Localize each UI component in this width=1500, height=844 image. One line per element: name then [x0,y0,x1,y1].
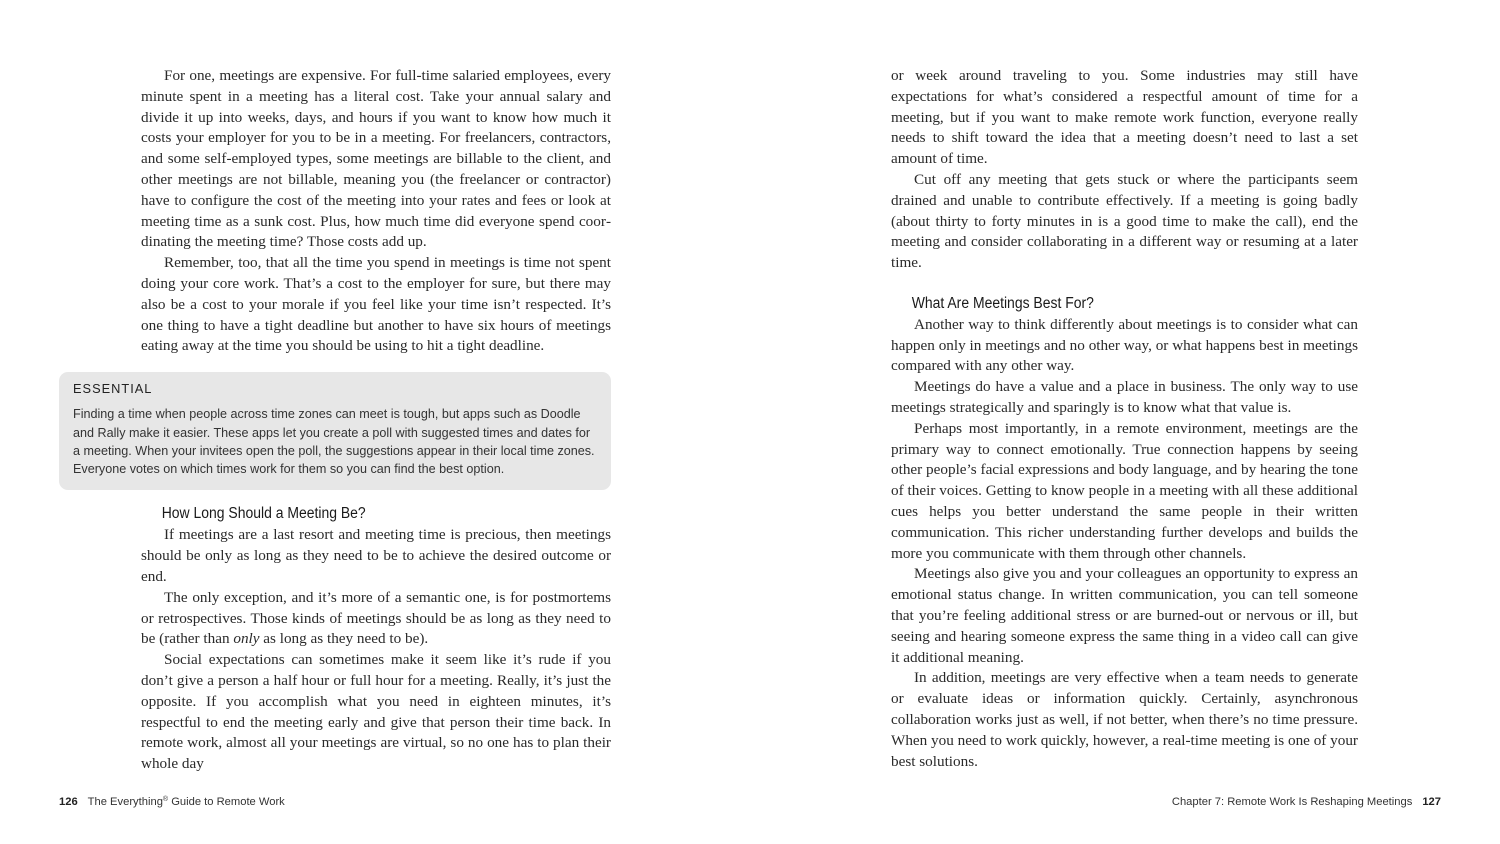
registered-mark: ® [162,796,169,803]
chapter-title: Chapter 7: Remote Work Is Reshaping Meetings [1171,796,1413,808]
paragraph: If meetings are a last resort and meeting time is precious, then meetings should be only as long as they need to be to achieve the desired outcome or end. [141,526,611,586]
page-number: 126 [59,796,78,808]
book-title-rest: Guide to Remote Work [168,796,285,808]
paragraph: Another way to think differently about meetings is to consider what can happen only in meetings and no other way, or what happens best in meetings compared with any other way. [891,315,1358,375]
paragraph: Perhaps most importantly, in a remote environment, meetings are the primary way to connect emotionally. True connection happens by seeing other people’s facial expressions and body language, and by hearing the tone of their voices. Getting to know people in a meeting with all these additional cues helps you better understand the same people in their written communication. This richer understanding further develops and builds the more you communicate with them through other channels. [891,419,1358,562]
essential-sidebar [59,372,611,489]
page-number: 127 [1422,796,1441,808]
sidebar-text: Finding a time when people across time zones can meet is tough, but apps such as Doodle and Rally make it easier. These apps let you create a poll with suggested times and dates for a meeting. When your invitees open the poll, the suggestions appear in their local time zones. Everyone votes on which times work for them so you can find the best option. [73,407,595,477]
paragraph-text: as long as they need to be). [259,630,429,648]
paragraph: Meetings also give you and your colleagues an opportunity to express an emotional status change. In written communication, you can tell someone that you’re feeling additional stress or are burned-out or nervous or ill, but seeing and hearing someone express the same thing in a video call can give it additional meaning. [891,565,1358,666]
paragraph [141,588,611,650]
paragraph: In addition, meetings are very effective when a team needs to generate or evaluate ideas or information quickly. Certainly, asynchronous collaboration works just as well, if not better, when there’s no time pressure. When you need to work quickly, however, a real-time meeting is one of your best solutions. [891,669,1358,770]
paragraph: Remember, too, that all the time you spend in meetings is time not spent doing your core work. That’s a cost to the employer for sure, but there may also be a cost to your morale if you feel like your time isn’t respected. It’s one thing to have a tight deadline but another to have six hours of meetings eating away at the time you should be using to hit a tight deadline. [141,254,611,355]
paragraph: or week around traveling to you. Some industries may still have expectations for what’s considered a respectful amount of time for a meeting, but if you want to make remote work function, everyone really needs to shift toward the idea that a meeting doesn’t need to last a set amount of time. [891,67,1358,168]
right-footer [1172,796,1441,808]
right-page-body [891,66,1358,772]
section-heading: What Are Meetings Best For? [911,294,1094,312]
paragraph: Social expectations can sometimes make it seem like it’s rude if you don’t give a person a half hour or full hour for a meeting. Really, it’s just the opposite. If you accomplish what you need in eighteen minutes, it’s respectful to end the meeting early and give that person their time back. In remote work, almost all your meetings are virtual, so no one has to plan their whole day [141,651,611,773]
book-title: The Everything [87,796,163,808]
emphasis-text: only [233,630,260,648]
left-page-body [73,66,611,775]
section-heading: How Long Should a Meeting Be? [161,504,366,522]
paragraph: Meetings do have a value and a place in business. The only way to use meetings strategically and sparingly is to know what that value is. [891,378,1358,416]
paragraph: For one, meetings are expensive. For full-time salaried employees, every minute spent in a meeting has a literal cost. Take your annual salary and divide it up into weeks, days, and hours if you want to know how much it costs your employer for you to be in a meeting. For freelancers, contractors, and some self-employed types, some meetings are billable to the client, and other meetings are not billable, meaning you (the freelancer or contractor) have to configure the cost of the meeting into your rates and fees or look at meeting time as a sunk cost. Plus, how much time did everyone spend coordinating the meeting time? Those costs add up. [141,67,611,251]
left-footer [59,796,285,808]
sidebar-label: ESSENTIAL [73,381,153,397]
paragraph: Cut off any meeting that gets stuck or where the participants seem drained and unable to contribute effectively. If a meeting is going badly (about thirty to forty minutes in is a good time to make the call), end the meeting and consider collaborating in a different way or resuming at a later time. [891,170,1358,272]
paragraph-text: The only exception, and it’s more of a semantic one, is for postmortems or retrospectives. Those kinds of meetings should be as long as they need to be (rather than [141,588,611,648]
